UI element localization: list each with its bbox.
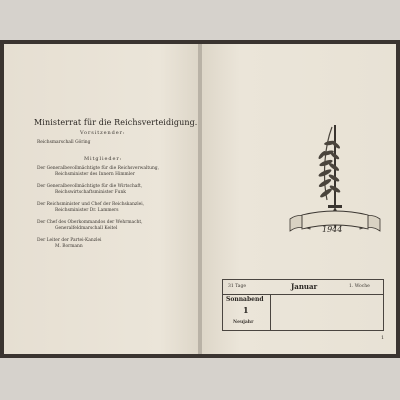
- laurel-branch-icon: [317, 127, 341, 200]
- member-entry: [37, 202, 144, 214]
- member-role: Der Reichsminister und Chef der Reichskanzlei,: [37, 202, 145, 207]
- day-number: 1: [243, 305, 249, 315]
- members-heading: Mitglieder:: [84, 156, 123, 162]
- member-entry: [37, 184, 142, 196]
- left-page: [4, 44, 199, 354]
- member-name: Reichsminister des Innern Himmler: [55, 172, 135, 177]
- month-name: Januar: [291, 282, 318, 291]
- member-role: Der Generalbevollmächtigte für die Reichsverwaltung,: [37, 166, 160, 171]
- member-name: Reichswirtschaftsminister Funk: [55, 190, 126, 195]
- emblem-sword-laurel: [280, 115, 390, 235]
- week-number: 1. Woche: [349, 284, 370, 289]
- emblem-year: 1944: [322, 225, 343, 234]
- calendar-header: [223, 280, 383, 295]
- chair-name: Reichsmarschall Göring: [37, 140, 91, 145]
- page-title: Ministerrat für die Reichsverteidigung.: [34, 118, 198, 127]
- weekday: Sonnabend: [226, 296, 264, 303]
- chair-heading: Vorsitzender:: [80, 130, 126, 136]
- book-gutter: [198, 44, 202, 354]
- days-count: 31 Tage: [228, 284, 247, 289]
- page-number: 1: [381, 335, 385, 341]
- member-role: Der Generalbevollmächtigte für die Wirtschaft,: [37, 184, 143, 189]
- member-name: Reichsminister Dr. Lammers: [55, 208, 119, 213]
- member-entry: [37, 220, 143, 232]
- calendar-day-cell: [223, 294, 271, 330]
- member-entry: [37, 238, 101, 250]
- calendar-entry: [222, 279, 384, 331]
- member-entry: [37, 166, 159, 178]
- member-role: Der Leiter der Partei-Kanzlei: [37, 238, 102, 243]
- member-name: M. Bormann: [55, 244, 83, 249]
- holiday-name: Neujahr: [233, 320, 254, 325]
- member-role: Der Chef des Oberkommandos der Wehrmacht,: [37, 220, 143, 225]
- member-name: Generalfeldmarschall Keitel: [55, 226, 118, 231]
